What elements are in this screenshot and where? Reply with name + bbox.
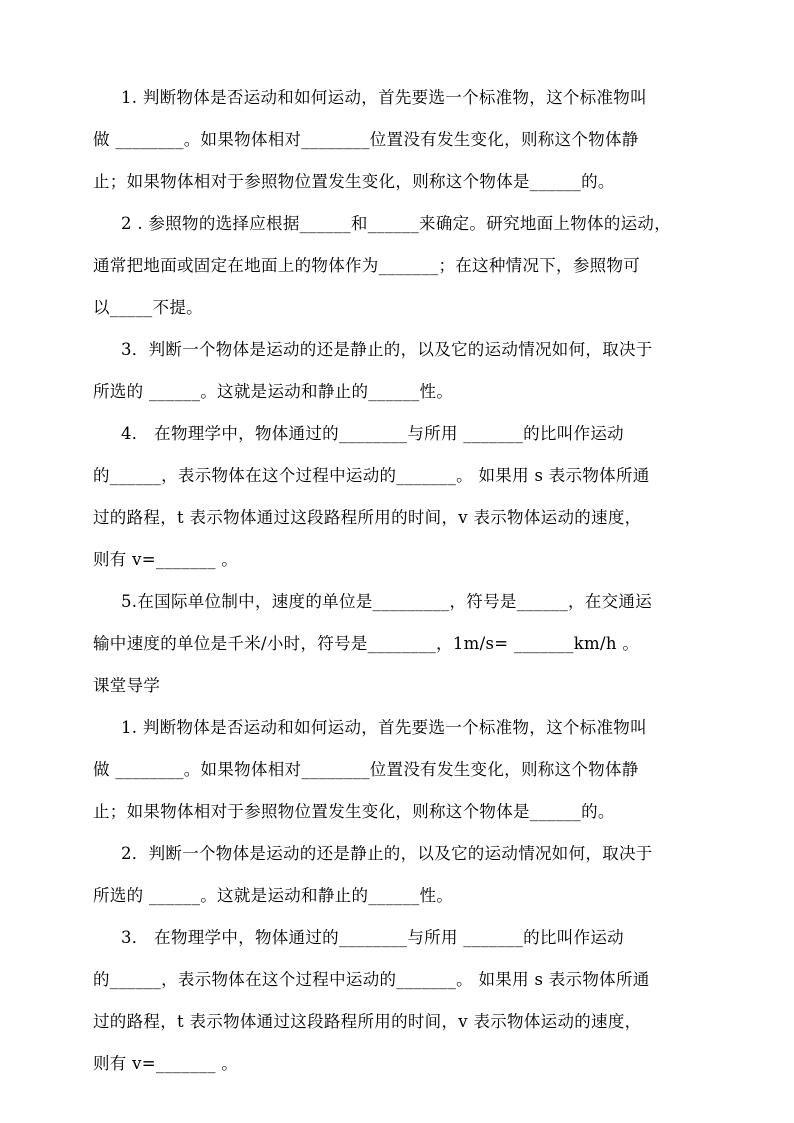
question-1-line-1: 1. 判断物体是否运动和如何运动，首先要选一个标准物，这个标准物叫	[121, 88, 647, 107]
question-3-line-1: 3．判断一个物体是运动的还是静止的，以及它的运动情况如何，取决于	[121, 340, 653, 359]
question-4-line-4: 则有 v=_______ 。	[93, 550, 239, 569]
question-2-line-2: 通常把地面或固定在地面上的物体作为_______；在这种情况下，参照物可	[93, 256, 641, 275]
question-2	[93, 212, 705, 338]
guide-question-1	[93, 716, 705, 842]
guide-question-2-line-1: 2．判断一个物体是运动的还是静止的，以及它的运动情况如何，取决于	[121, 844, 653, 863]
question-5-line-2: 输中速度的单位是千米/小时，符号是________，1m/s= _______km/h 。	[93, 634, 640, 653]
question-3-line-2: 所选的 ______。这就是运动和静止的______性。	[93, 382, 454, 401]
question-4-line-3: 过的路程，t 表示物体通过这段路程所用的时间，v 表示物体运动的速度，	[93, 508, 642, 527]
question-4-line-1: 4． 在物理学中，物体通过的________与所用 _______的比叫作运动	[121, 424, 624, 443]
question-5-line-1: 5.在国际单位制中，速度的单位是_________，符号是______，在交通运	[121, 592, 652, 611]
guide-question-2	[93, 842, 705, 926]
section-heading: 课堂导学	[93, 676, 161, 695]
guide-question-3-line-1: 3． 在物理学中，物体通过的________与所用 _______的比叫作运动	[121, 928, 624, 947]
question-2-line-3: 以_____不提。	[93, 298, 203, 317]
document-page	[93, 86, 705, 1094]
question-4-line-2: 的______，表示物体在这个过程中运动的_______。 如果用 s 表示物体所通	[93, 466, 650, 485]
guide-question-2-line-2: 所选的 ______。这就是运动和静止的______性。	[93, 886, 454, 905]
guide-question-3-line-3: 过的路程，t 表示物体通过这段路程所用的时间，v 表示物体运动的速度，	[93, 1012, 642, 1031]
question-1-line-3: 止；如果物体相对于参照物位置发生变化，则称这个物体是______的。	[93, 172, 615, 191]
guide-question-3	[93, 926, 705, 1094]
guide-question-1-line-3: 止；如果物体相对于参照物位置发生变化，则称这个物体是______的。	[93, 802, 615, 821]
guide-question-1-line-1: 1. 判断物体是否运动和如何运动，首先要选一个标准物，这个标准物叫	[121, 718, 647, 737]
guide-question-3-line-2: 的______，表示物体在这个过程中运动的_______。 如果用 s 表示物体所通	[93, 970, 650, 989]
question-3	[93, 338, 705, 422]
question-1	[93, 86, 705, 212]
question-5	[93, 590, 705, 674]
question-2-line-1: 2 . 参照物的选择应根据______和______来确定。研究地面上物体的运动，	[121, 214, 672, 233]
question-1-line-2: 做 ________。如果物体相对________位置没有发生变化，则称这个物体静	[93, 130, 639, 149]
guide-question-3-line-4: 则有 v=_______ 。	[93, 1054, 239, 1073]
guide-question-1-line-2: 做 ________。如果物体相对________位置没有发生变化，则称这个物体静	[93, 760, 639, 779]
question-4	[93, 422, 705, 590]
